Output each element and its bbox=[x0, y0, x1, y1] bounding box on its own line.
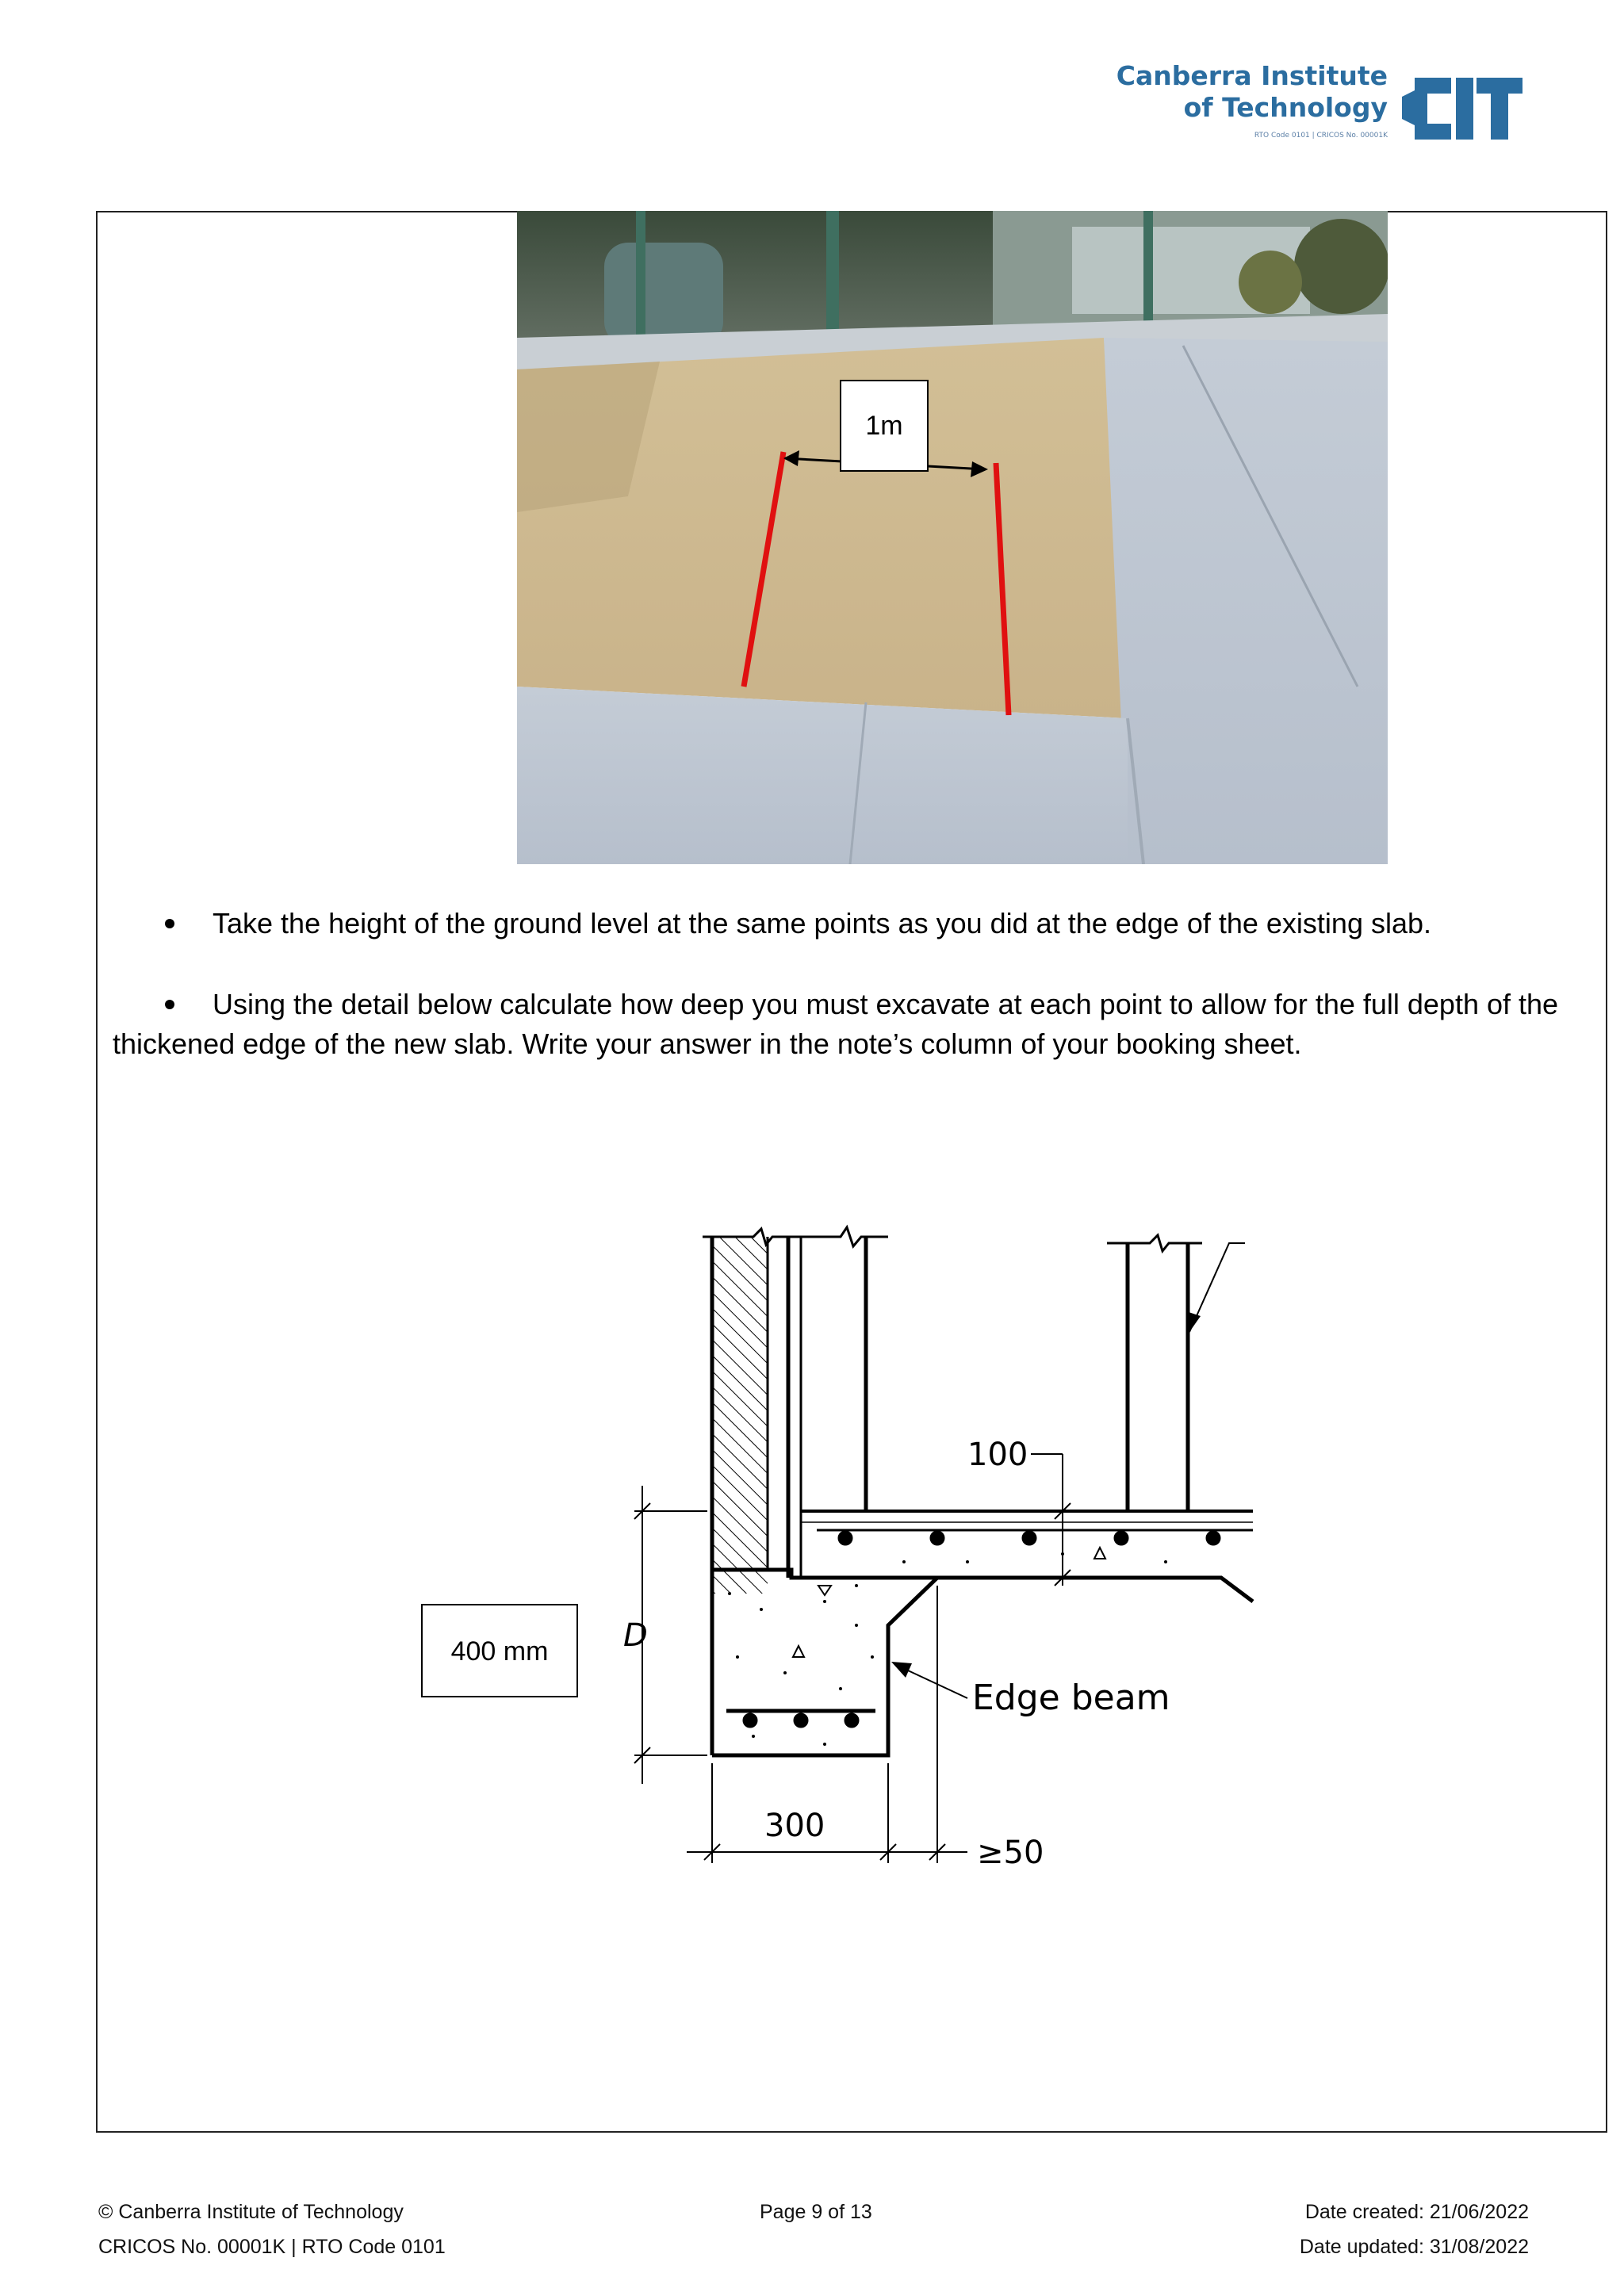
depth-symbol: D bbox=[623, 1617, 648, 1654]
bullet-item bbox=[113, 904, 1595, 943]
logo-small-text: RTO Code 0101 | CRICOS No. 00001K bbox=[1254, 132, 1388, 140]
photo-label: 1m bbox=[865, 411, 903, 441]
footer-right bbox=[1300, 2195, 1529, 2264]
bullet-text-2: Using the detail below calculate how deep you must excavate at each point to allow for the full depth of the thickened edge of the new slab. Write your answer in the note’s column of your booking sheet. bbox=[113, 988, 1559, 1060]
footer-copyright: © Canberra Institute of Technology bbox=[98, 2201, 404, 2223]
bullet-dot bbox=[165, 1000, 174, 1009]
edge-beam-detail-drawing bbox=[412, 1213, 1269, 1879]
edge-beam-label: Edge beam bbox=[972, 1678, 1170, 1718]
footer-cricos: CRICOS No. 00001K | RTO Code 0101 bbox=[98, 2236, 446, 2258]
cit-logo-icon bbox=[1391, 67, 1526, 149]
depth-box-label: 400 mm bbox=[450, 1636, 549, 1667]
footer-page-number: Page 9 of 13 bbox=[760, 2201, 872, 2223]
footer-left bbox=[98, 2195, 446, 2264]
logo-line1: Canberra Institute bbox=[1116, 60, 1388, 91]
site-photo bbox=[517, 211, 1388, 864]
min-dimension-label: ≥50 bbox=[977, 1835, 1044, 1871]
bullet-text-1: Take the height of the ground level at the same points as you did at the edge of the existing slab. bbox=[213, 907, 1432, 939]
footer-date-created: Date created: 21/06/2022 bbox=[1304, 2201, 1529, 2223]
logo-text bbox=[1116, 60, 1388, 140]
logo-line2: of Technology bbox=[1183, 92, 1388, 123]
cit-logo bbox=[1116, 60, 1538, 155]
bullet-item bbox=[113, 985, 1595, 1064]
slab-dimension-label: 100 bbox=[967, 1437, 1028, 1473]
bullet-dot bbox=[165, 919, 174, 928]
footer-date-updated: Date updated: 31/08/2022 bbox=[1299, 2236, 1529, 2258]
instructions bbox=[113, 904, 1595, 1064]
width-dimension-label: 300 bbox=[764, 1808, 825, 1844]
